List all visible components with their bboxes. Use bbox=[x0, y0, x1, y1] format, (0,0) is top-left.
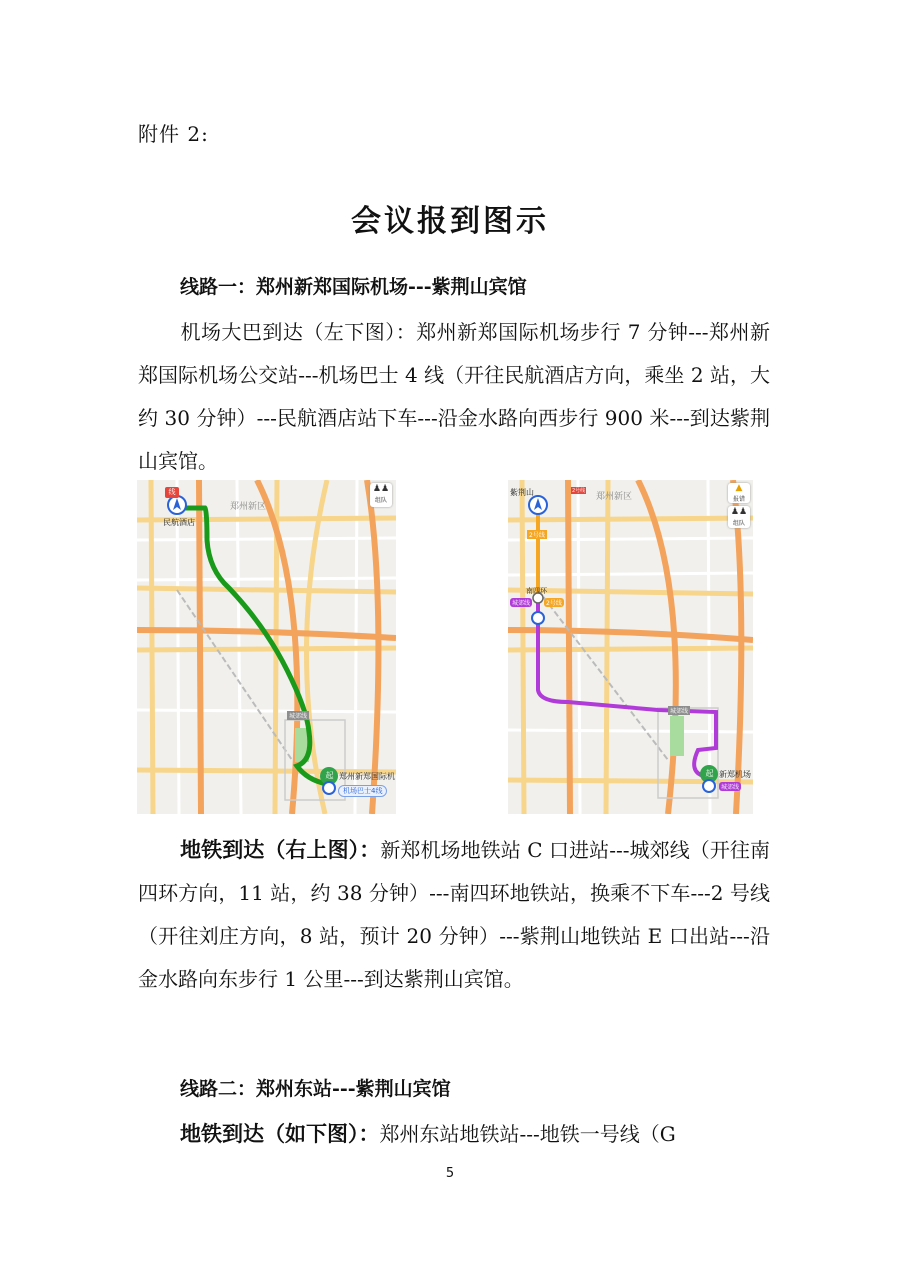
route1-heading: 线路一：郑州新郑国际机场---紫荆山宾馆 bbox=[180, 276, 527, 298]
team-button[interactable] bbox=[728, 506, 750, 528]
warning-icon: ▲ bbox=[735, 483, 743, 493]
line2-mid-badge: 2号线 bbox=[529, 532, 545, 539]
line2-top-badge: 2号线 bbox=[572, 488, 586, 494]
route2-metro-text: 郑州东站地铁站---地铁一号线（G bbox=[379, 1122, 676, 1146]
route2-metro-paragraph bbox=[138, 1112, 770, 1156]
route1-metro-lead: 地铁到达（右上图）： bbox=[180, 837, 381, 862]
origin-marker-label: 起 bbox=[325, 771, 334, 780]
report-button[interactable] bbox=[728, 483, 750, 503]
dest-label: 紫荆山 bbox=[510, 488, 534, 497]
area-label: 郑州新区 bbox=[596, 492, 633, 502]
origin-label: 郑州新郑国际机 bbox=[339, 772, 395, 781]
team-icon: ♟♟ bbox=[730, 507, 748, 517]
badge-line2: 2号线 bbox=[546, 600, 562, 607]
route1-bus-text: 机场大巴到达（左下图）：郑州新郑国际机场步行 7 分钟---郑州新郑国际机场公交站---机场巴士 4 线（开往民航酒店方向，乘坐 2 站，大约 30 分钟）---民航酒店站下车---沿金水路向西步行 900 米---到达紫荆山宾馆。 bbox=[138, 320, 770, 473]
chengjiao-label: 城郊线 bbox=[289, 713, 308, 720]
route1-bus-paragraph bbox=[138, 311, 770, 483]
report-label: 报错 bbox=[732, 496, 745, 503]
line-badge: 线 bbox=[165, 487, 179, 498]
page-title: 会议报到图示 bbox=[351, 204, 549, 239]
map-metro-route[interactable] bbox=[508, 480, 753, 814]
map-bus-route-canvas bbox=[137, 480, 396, 814]
route1-metro-paragraph bbox=[138, 828, 770, 1001]
route2-metro-lead: 地铁到达（如下图）： bbox=[180, 1121, 380, 1146]
badge-chengjiao: 城郊线 bbox=[512, 600, 531, 607]
attachment-label: 附件 2: bbox=[138, 122, 209, 146]
map-bus-route[interactable] bbox=[137, 480, 396, 814]
team-button[interactable] bbox=[370, 483, 392, 507]
route1-metro-text: 新郑机场地铁站 C 口进站---城郊线（开往南四环方向，11 站，约 38 分钟）---南四环地铁站，换乘不下车---2 号线（开往刘庄方向，8 站，预计 20 分钟）---紫荆山地铁站 E 口出站---沿金水路向东步行 1 公里---到达紫荆山宾馆。 bbox=[138, 838, 770, 991]
origin-label: 新郑机场 bbox=[719, 770, 751, 779]
area-label: 郑州新区 bbox=[230, 502, 267, 512]
page-number: 5 bbox=[445, 1166, 455, 1181]
team-label: 组队 bbox=[374, 497, 387, 504]
dest-label: 民航酒店 bbox=[163, 518, 195, 527]
bottom-badge: 城郊线 bbox=[721, 784, 740, 791]
route2-heading: 线路二：郑州东站---紫荆山宾馆 bbox=[180, 1078, 451, 1100]
team-label: 组队 bbox=[732, 520, 745, 527]
team-icon: ♟♟ bbox=[372, 484, 390, 494]
origin-marker-label: 起 bbox=[705, 769, 714, 778]
chengjiao-label: 城郊线 bbox=[670, 708, 689, 715]
station-label: 南四环 bbox=[526, 587, 547, 595]
bus-badge: 机场巴士4线 bbox=[338, 785, 387, 797]
